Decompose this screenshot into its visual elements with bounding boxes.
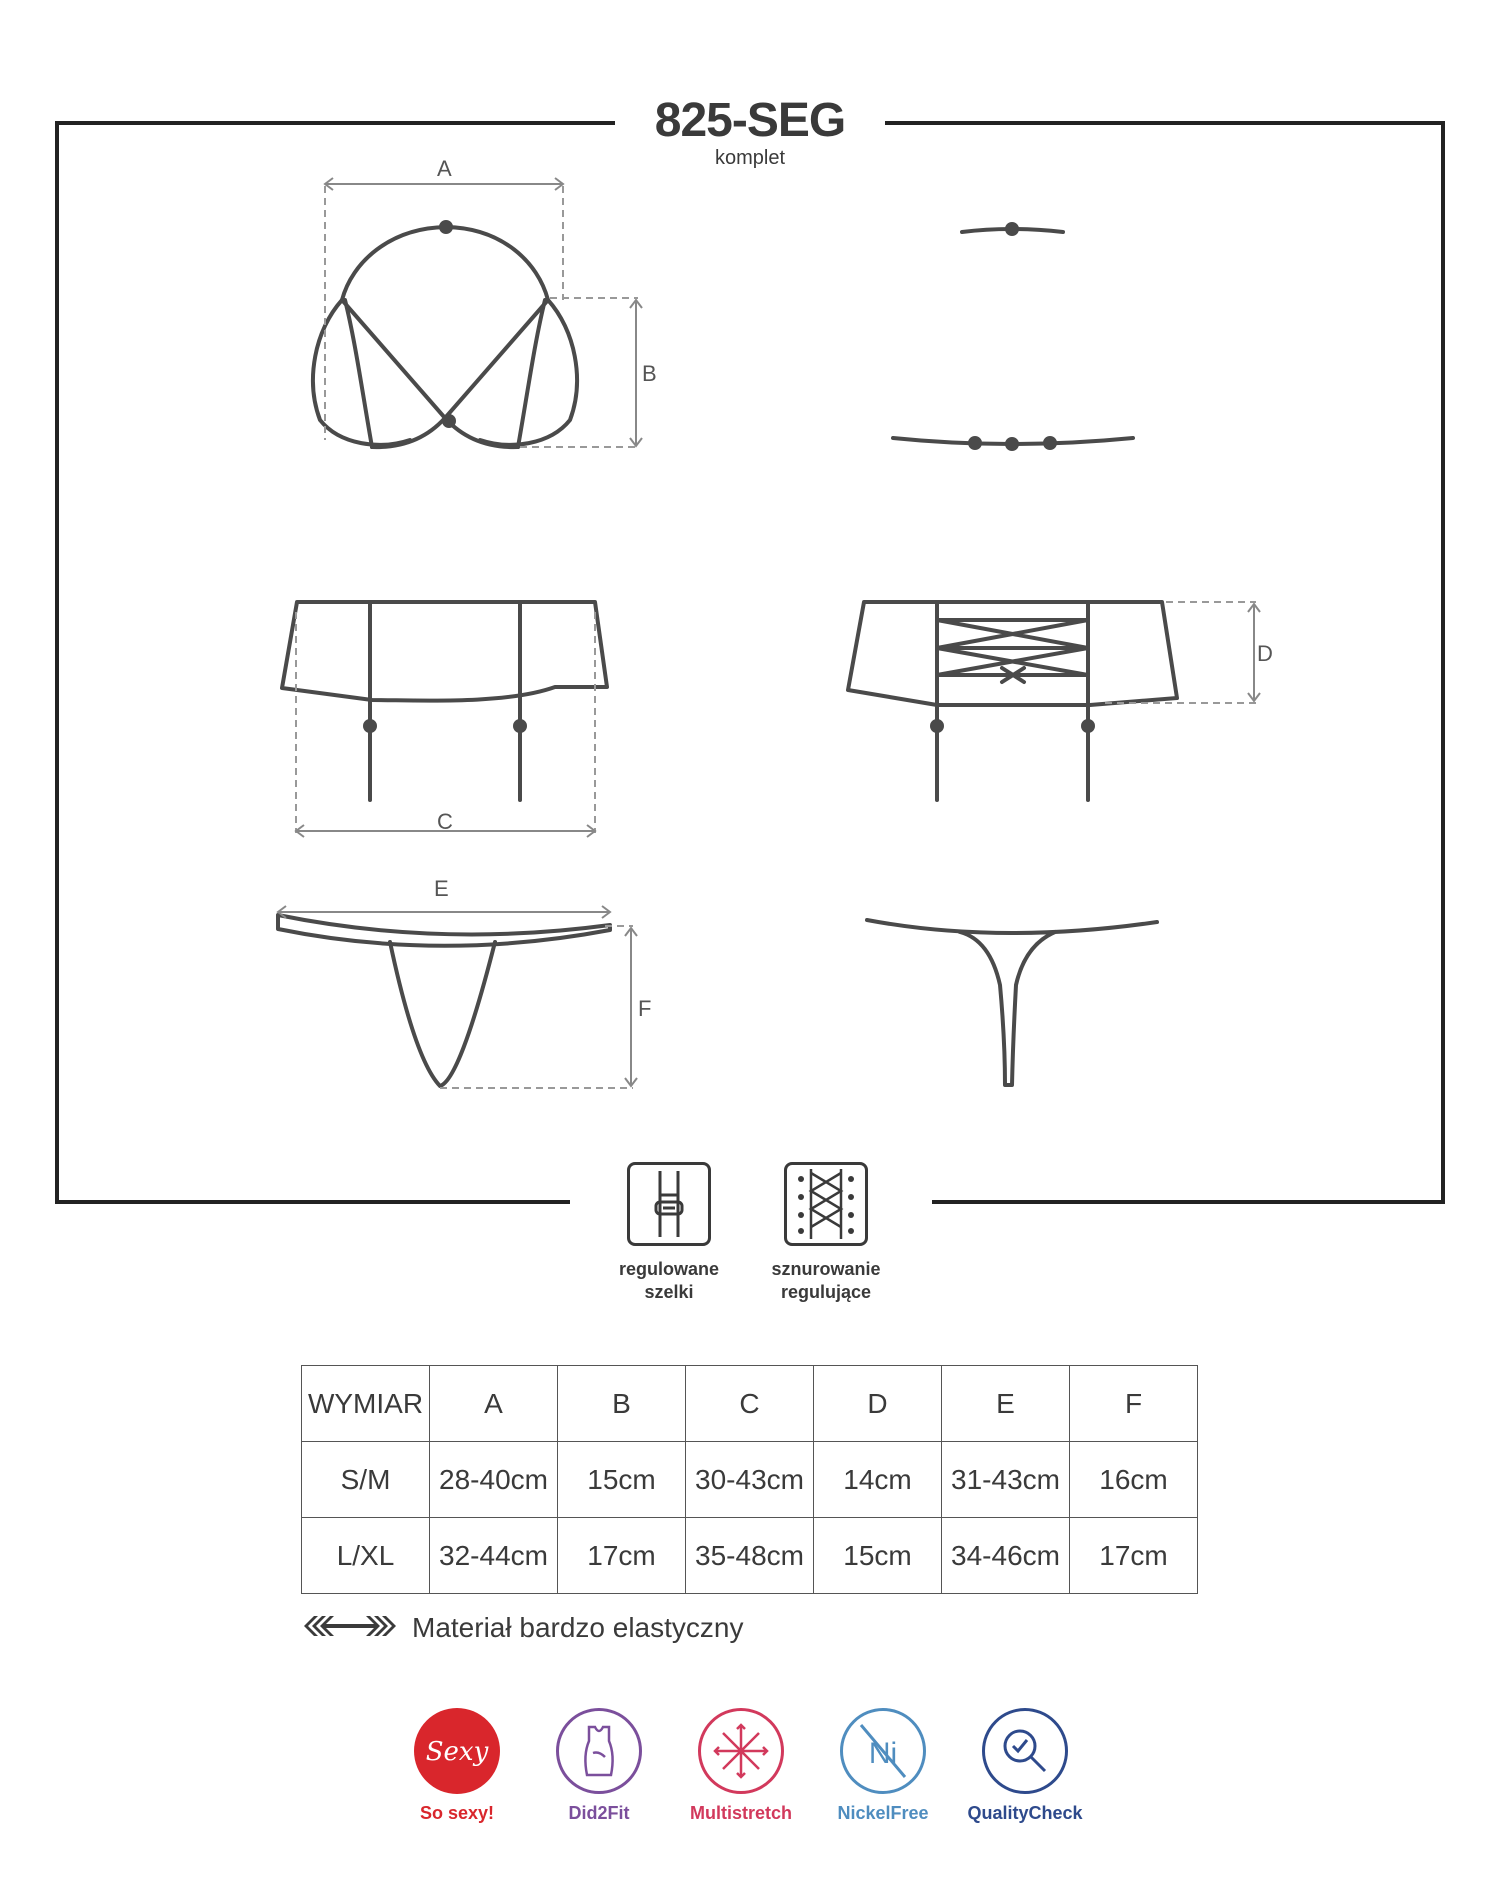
frame-border: [57, 123, 1443, 1202]
badge-label: Did2Fit: [568, 1803, 630, 1823]
table-header-row: [302, 1366, 1198, 1442]
table-header-cell: A: [430, 1366, 558, 1442]
size-table: [301, 1365, 1198, 1594]
dimension-arrows: [278, 178, 1260, 1086]
lacing-icon: [784, 1162, 868, 1246]
table-row: [302, 1442, 1198, 1518]
table-cell: 35-48cm: [686, 1518, 814, 1594]
table-cell: 30-43cm: [686, 1442, 814, 1518]
feature-label-line2: regulujące: [780, 1282, 872, 1302]
material-note-text: Materiał bardzo elastyczny: [412, 1612, 744, 1643]
table-header-cell: WYMIAR: [302, 1366, 430, 1442]
table-header-cell: C: [686, 1366, 814, 1442]
table-cell: 15cm: [558, 1442, 686, 1518]
product-type: komplet: [714, 147, 786, 169]
table-cell: 15cm: [814, 1518, 942, 1594]
material-note: [302, 1608, 743, 1648]
table-cell: 32-44cm: [430, 1518, 558, 1594]
table-cell: 14cm: [814, 1442, 942, 1518]
badge-qualitycheck: [955, 1708, 1095, 1824]
feature-label-line1: regulowane: [618, 1259, 720, 1279]
garter-belt-back-drawing: [848, 602, 1177, 800]
dimension-label-e: E: [434, 876, 449, 901]
qualitycheck-icon: [982, 1708, 1068, 1794]
table-cell: 17cm: [1070, 1518, 1198, 1594]
table-header-cell: E: [942, 1366, 1070, 1442]
table-cell: L/XL: [302, 1518, 430, 1594]
table-row: [302, 1518, 1198, 1594]
table-cell: 16cm: [1070, 1442, 1198, 1518]
table-header-cell: D: [814, 1366, 942, 1442]
feature-adjustable-straps: [584, 1162, 754, 1304]
bra-back-drawing: [893, 224, 1133, 449]
adjustable-straps-icon: [627, 1162, 711, 1246]
table-header-cell: B: [558, 1366, 686, 1442]
badge-nickelfree: [813, 1708, 953, 1824]
dimension-guides: [296, 186, 1256, 1088]
feature-label-line1: sznurowanie: [771, 1259, 881, 1279]
product-code: 825-SEG: [654, 94, 846, 147]
feature-label-line2: szelki: [644, 1282, 694, 1302]
thong-back-drawing: [867, 920, 1157, 1085]
dimension-label-a: A: [437, 156, 452, 181]
nickelfree-icon: [840, 1708, 926, 1794]
feature-lacing: [741, 1162, 911, 1304]
table-cell: 17cm: [558, 1518, 686, 1594]
dimension-label-d: D: [1257, 641, 1273, 666]
dimension-label-f: F: [638, 996, 652, 1021]
table-cell: 34-46cm: [942, 1518, 1070, 1594]
sexy-glyph: Sexy: [425, 1737, 489, 1767]
table-cell: 28-40cm: [430, 1442, 558, 1518]
multistretch-icon: [698, 1708, 784, 1794]
badge-multistretch: [671, 1708, 811, 1824]
dimension-label-c: C: [437, 809, 453, 834]
table-header-cell: F: [1070, 1366, 1198, 1442]
dimension-label-b: B: [642, 361, 657, 386]
table-cell: 31-43cm: [942, 1442, 1070, 1518]
badge-label: Multistretch: [689, 1803, 792, 1823]
bra-front-drawing: [313, 222, 577, 447]
table-cell: S/M: [302, 1442, 430, 1518]
thong-front-drawing: [278, 915, 610, 1086]
badge-label: NickelFree: [837, 1803, 929, 1823]
badge-label: So sexy!: [419, 1803, 495, 1823]
badge-label: QualityCheck: [967, 1803, 1083, 1823]
garter-belt-front-drawing: [282, 602, 607, 800]
ni-glyph: Ni: [868, 1737, 898, 1770]
elastic-arrows-icon: [302, 1611, 398, 1646]
did2fit-icon: [556, 1708, 642, 1794]
badge-sexy: [387, 1708, 527, 1824]
sexy-icon: [414, 1708, 500, 1794]
badge-did2fit: [529, 1708, 669, 1824]
